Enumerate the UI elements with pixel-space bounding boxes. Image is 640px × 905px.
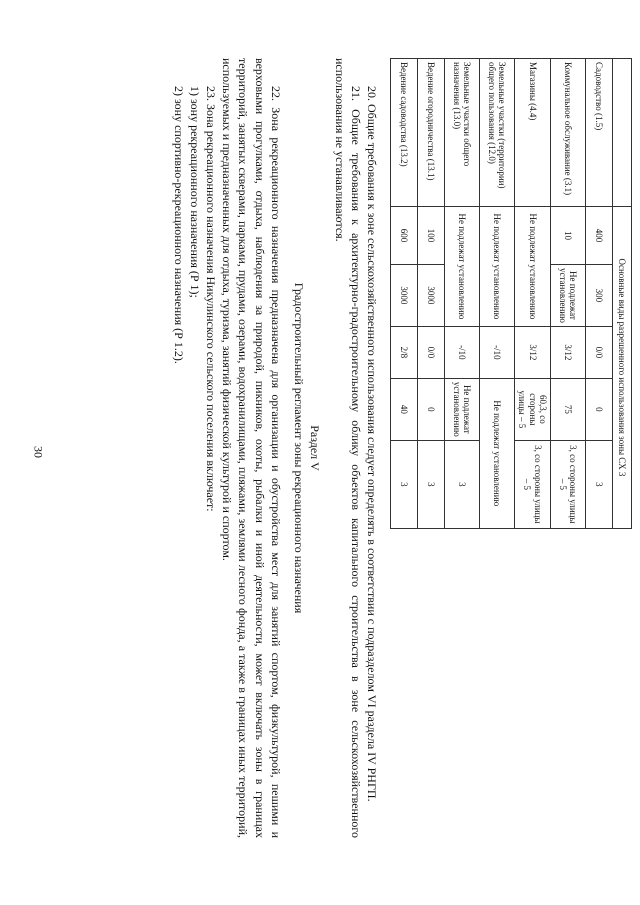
paragraph-20: 20. Общие требования к зоне сельскохозяйственного использования следует определять в соответствии с подразделом VI раздела IV РНГП. bbox=[364, 86, 379, 802]
paragraph-22: 22. Зона рекреационного назначения предназначена для организации и обустройства мест для занятий спортом, физкультурой, пешими и верховыми прогулками, отдыха, наблюдения за природой, пикников, охоты, рыбалки и иной деятельности, может включать зоны в границах территорий, занятых скверами, парками, прудами, озерами, водохранилищами, пляжами, землями лесного фонда, а также в границах иных территорий, используемых и предназначенных для отдыха, туризма, занятий физической культурой и спортом. bbox=[220, 58, 283, 838]
table-cell: 3, со стороны улицы – 5 bbox=[514, 440, 550, 528]
table-cell: 600 bbox=[390, 207, 417, 265]
rotated-page-content bbox=[92, 58, 632, 838]
table-cell: 3/12 bbox=[551, 326, 586, 378]
table-cell: 60,3, со стороны улицы – 5 bbox=[514, 378, 550, 440]
table-cell: 3000 bbox=[417, 265, 444, 327]
table-cell: Коммунальное обслуживание (3.1) bbox=[551, 59, 586, 207]
table-cell: 0/0 bbox=[586, 326, 613, 378]
table-cell: 0/0 bbox=[417, 326, 444, 378]
table-cell: 3 bbox=[444, 440, 479, 528]
section-title: Градостроительный регламент зоны рекреационного назначения bbox=[291, 282, 306, 614]
table-cell: 0 bbox=[586, 378, 613, 440]
table-cell: Ведение садоводства (13.2) bbox=[390, 59, 417, 207]
table-cell: -/10 bbox=[479, 326, 514, 378]
table-cell: 3 bbox=[417, 440, 444, 528]
table-cell: 400 bbox=[586, 207, 613, 265]
page-number: 30 bbox=[31, 446, 46, 458]
table-cell: 3 bbox=[586, 440, 613, 528]
table-cell: Не подлежат установлению bbox=[514, 207, 550, 327]
table-cell: Садоводство (1.5) bbox=[586, 59, 613, 207]
table-cell: Магазины (4.4) bbox=[514, 59, 550, 207]
table-cell: 0 bbox=[417, 378, 444, 440]
table-cell: 3000 bbox=[390, 265, 417, 327]
table-cell: 3 bbox=[390, 440, 417, 528]
paragraph-23: 23. Зона рекреационного назначения Никулинского сельского поселения включает: bbox=[204, 86, 219, 512]
table-cell: Ведение огородничества (13.1) bbox=[417, 59, 444, 207]
body-text bbox=[171, 58, 380, 838]
table-cell: Не подлежат установлению bbox=[551, 265, 586, 327]
table-cell: 3, со стороны улицы – 5 bbox=[551, 440, 586, 528]
table-cell: Не подлежат установлению bbox=[444, 207, 479, 327]
table-cell: 100 bbox=[417, 207, 444, 265]
table-cell: 3/12 bbox=[514, 326, 550, 378]
table-cell: 300 bbox=[586, 265, 613, 327]
table-cell: Не подлежат установлению bbox=[479, 207, 514, 327]
table-cell: 10 bbox=[551, 207, 586, 265]
table-corner-cell bbox=[613, 59, 632, 207]
paragraph-21: 21. Общие требования к архитектурно-градостроительному облику объектов капитального строительства в зоне сельскохозяйственного использования не устанавливаются. bbox=[332, 58, 363, 838]
list-item: 2) зону спортивно-рекреационного назначения (Р 1.2). bbox=[171, 86, 186, 364]
table-cell: 75 bbox=[551, 378, 586, 440]
table-cell: Земельные участки (территории) общего пользования (12.0) bbox=[479, 59, 514, 207]
permitted-use-table bbox=[390, 58, 632, 529]
table-header: Основные виды разрешенного использования зоны СХ 3 bbox=[613, 207, 632, 529]
section-label: Раздел V bbox=[308, 425, 323, 471]
list-item: 1) зону рекреационного назначения (Р 1); bbox=[187, 86, 202, 298]
table-cell: Земельные участки общего назначения (13.0) bbox=[444, 59, 479, 207]
table-cell: 2/8 bbox=[390, 326, 417, 378]
table-cell: Не подлежат установлению bbox=[479, 378, 514, 528]
table-cell: 40 bbox=[390, 378, 417, 440]
table-cell: Не подлежат установлению bbox=[444, 378, 479, 440]
table-cell: -/10 bbox=[444, 326, 479, 378]
